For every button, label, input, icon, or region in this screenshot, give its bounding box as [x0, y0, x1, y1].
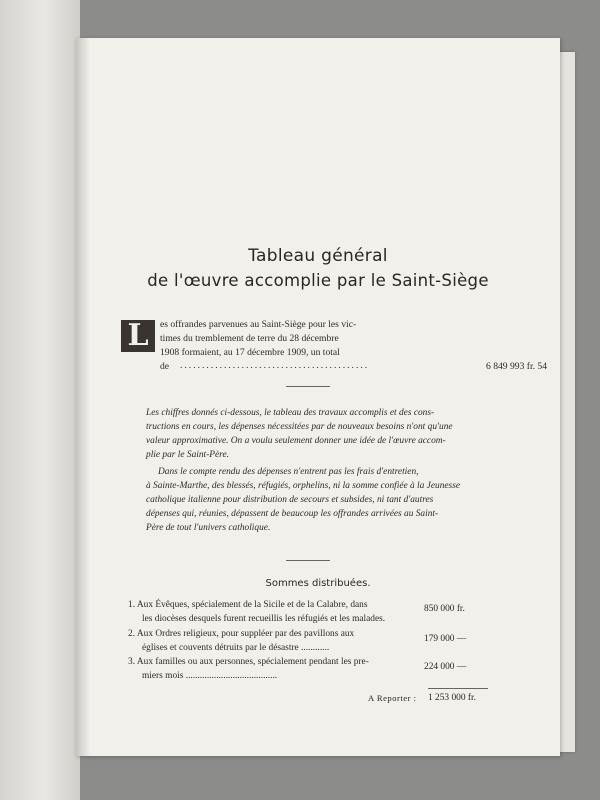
report-label: A Reporter : [368, 693, 417, 703]
note-line-8: dépenses qui, réunies, dépassent de beaucoup les offrandes arrivées au Saint- [146, 509, 439, 519]
intro-line-1: es offrandes parvenues au Saint-Siège pour les vic- [160, 319, 357, 330]
document-page [76, 38, 560, 756]
item-2-line-1: 2. Aux Ordres religieux, pour suppléer par des pavillons aux [128, 629, 355, 639]
item-1-amount: 850 000 fr. [424, 604, 465, 614]
dropcap-letter: L [121, 320, 155, 352]
note-line-4: plie par le Saint-Père. [146, 450, 229, 460]
section-heading: Sommes distribuées. [265, 578, 371, 589]
intro-line-3: 1908 formaient, au 17 décembre 1909, un total [160, 347, 340, 358]
item-1-line-2: les diocèses desquels furent recueillis les réfugiés et les malades. [142, 614, 386, 624]
intro-line-2: times du tremblement de terre du 28 décembre [160, 333, 339, 344]
note-line-9: Père de tout l'univers catholique. [146, 523, 271, 533]
report-amount: 1 253 000 fr. [428, 693, 476, 703]
item-1-line-1: 1. Aux Évêques, spécialement de la Sicile et de la Calabre, dans [128, 600, 368, 610]
note-line-6: à Sainte-Marthe, des blessés, réfugiés, orphelins, ni la somme confiée à la Jeunesse [146, 481, 461, 491]
note-line-5: Dans le compte rendu des dépenses n'entrent pas les frais d'entretien, [158, 467, 419, 477]
note-line-7: catholique italienne pour distribution de secours et subsides, ni tant d'autres [146, 495, 434, 505]
note-line-3: valeur approximative. On a voulu seulement donner une idée de l'œuvre accom- [146, 436, 446, 446]
facing-page-edge [0, 0, 80, 800]
separator-rule-2 [286, 560, 330, 561]
item-2-amount: 179 000 — [424, 634, 467, 644]
item-3-amount: 224 000 — [424, 662, 467, 672]
intro-leader-dots: ........................................... [180, 360, 370, 371]
note-line-2: tructions en cours, les dépenses nécessitées par de nouveaux besoins n'ont qu'une [146, 422, 453, 432]
intro-total-amount: 6 849 993 fr. 54 [486, 361, 548, 372]
separator-rule-1 [286, 386, 330, 387]
page-title: Tableau général [248, 246, 388, 266]
total-rule [428, 688, 488, 689]
intro-line-4-word: de [160, 361, 170, 372]
item-3-line-2: miers mois ....................................... [142, 671, 278, 681]
note-line-1: Les chiffres donnés ci-dessous, le tableau des travaux accomplis et des cons- [146, 408, 435, 418]
item-3-line-1: 3. Aux familles ou aux personnes, spécialement pendant les pre- [128, 657, 369, 667]
item-2-line-2: églises et couvents détruits par le désastre ............ [142, 643, 330, 653]
page-gutter-shadow [76, 38, 90, 756]
page-subtitle: de l'œuvre accomplie par le Saint-Siège [147, 271, 489, 290]
